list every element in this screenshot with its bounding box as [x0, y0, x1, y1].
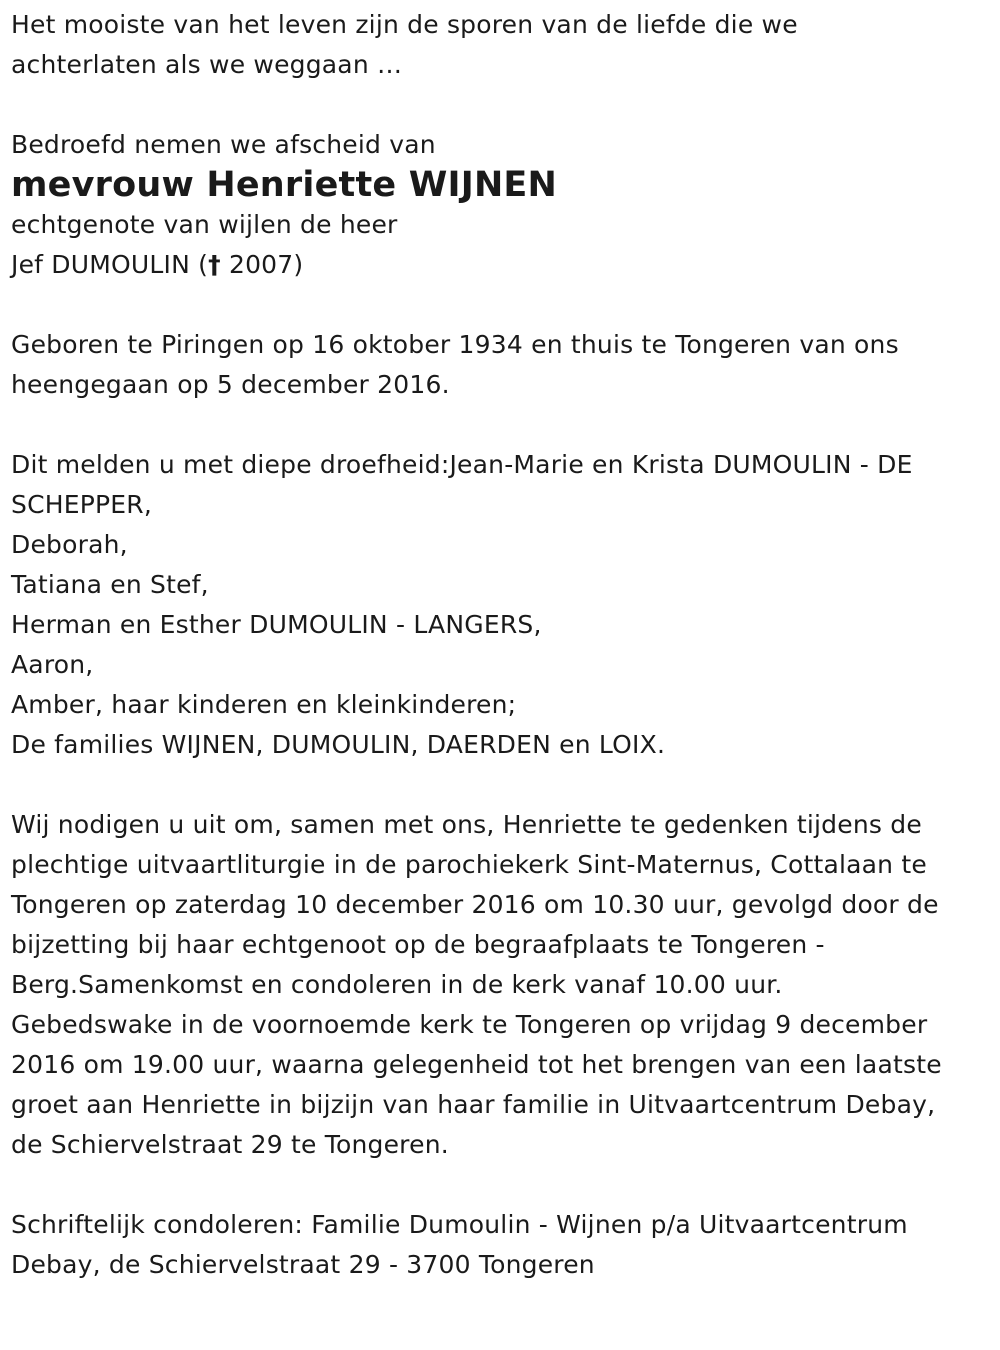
paragraph-line: Wij nodigen u uit om, samen met ons, Henriette te gedenken tijdens de [11, 810, 922, 839]
paragraph-line: bijzetting bij haar echtgenoot op de begraafplaats te Tongeren - [11, 930, 825, 959]
family-line: Aaron, [11, 650, 94, 679]
family-line: Dit melden u met diepe droefheid:Jean-Marie en Krista DUMOULIN - DE [11, 450, 913, 479]
family-list [11, 445, 991, 765]
paragraph-line: Schriftelijk condoleren: Familie Dumoulin - Wijnen p/a Uitvaartcentrum [11, 1210, 908, 1239]
paragraph-line: plechtige uitvaartliturgie in de parochiekerk Sint-Maternus, Cottalaan te [11, 850, 927, 879]
deceased-name: mevrouw Henriette WIJNEN [11, 165, 558, 205]
ceremony-paragraph [11, 805, 991, 1165]
condolences-paragraph [11, 1205, 991, 1285]
spouse-info [11, 205, 991, 285]
opening-quote [11, 5, 991, 85]
paragraph-line: Gebedswake in de voornoemde kerk te Tongeren op vrijdag 9 december [11, 1010, 928, 1039]
family-line: Amber, haar kinderen en kleinkinderen; [11, 690, 517, 719]
spouse-name: Jef DUMOULIN ( [11, 250, 209, 279]
quote-line: Het mooiste van het leven zijn de sporen van de liefde die we [11, 10, 798, 39]
paragraph-line: Berg.Samenkomst en condoleren in de kerk vanaf 10.00 uur. [11, 970, 783, 999]
family-line: Tatiana en Stef, [11, 570, 209, 599]
cross-icon: † [208, 250, 221, 279]
obituary-document [11, 5, 991, 1285]
paragraph-line: Tongeren op zaterdag 10 december 2016 om 10.30 uur, gevolgd door de [11, 890, 939, 919]
birth-death-paragraph [11, 325, 991, 405]
quote-line: achterlaten als we weggaan … [11, 50, 403, 79]
spouse-year: 2007) [220, 250, 304, 279]
paragraph-line: groet aan Henriette in bijzijn van haar familie in Uitvaartcentrum Debay, [11, 1090, 936, 1119]
intro-text: Bedroefd nemen we afscheid van [11, 130, 436, 159]
family-line: De families WIJNEN, DUMOULIN, DAERDEN en LOIX. [11, 730, 666, 759]
paragraph-line: de Schiervelstraat 29 te Tongeren. [11, 1130, 449, 1159]
family-line: SCHEPPER, [11, 490, 152, 519]
paragraph-line: Debay, de Schiervelstraat 29 - 3700 Tongeren [11, 1250, 595, 1279]
paragraph-line: 2016 om 19.00 uur, waarna gelegenheid tot het brengen van een laatste [11, 1050, 942, 1079]
family-line: Deborah, [11, 530, 128, 559]
spouse-name-line [11, 245, 991, 285]
paragraph-line: heengegaan op 5 december 2016. [11, 370, 450, 399]
paragraph-line: Geboren te Piringen op 16 oktober 1934 en thuis te Tongeren van ons [11, 330, 899, 359]
spouse-line: echtgenote van wijlen de heer [11, 210, 398, 239]
family-line: Herman en Esther DUMOULIN - LANGERS, [11, 610, 542, 639]
